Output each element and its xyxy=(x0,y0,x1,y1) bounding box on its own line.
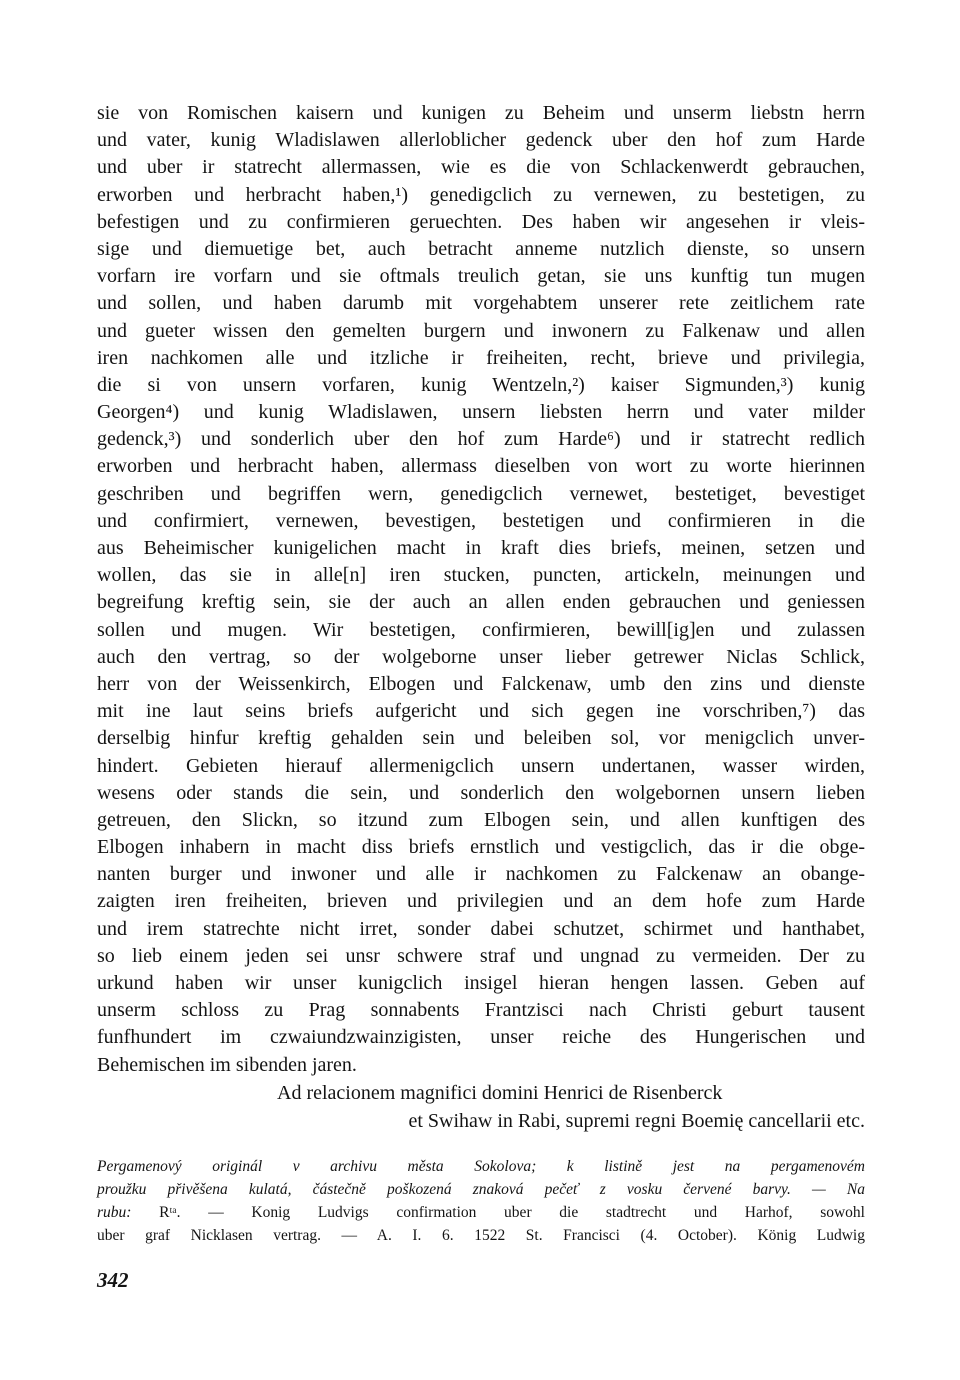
editorial-note-line-3-text: Rᵗᵃ. — Konig Ludvigs confirmation uber die stadtrecht und Harhof, sowohl xyxy=(131,1203,865,1221)
charter-line: Georgen⁴) und kunig Wladislawen, unsern liebsten herrn und vater milder xyxy=(97,401,865,424)
charter-line: und irem statrechte nicht irret, sonder dabei schutzet, schirmet und hanthabet, xyxy=(97,917,865,940)
chancery-note-line-2: et Swihaw in Rabi, supremi regni Boemię cancellarii etc. xyxy=(408,1109,865,1132)
charter-line: geschriben und begriffen wern, genedigclich vernewet, bestetiget, bevestiget xyxy=(97,482,865,505)
charter-line: und vater, kunig Wladislawen allerloblicher gedenck uber den hof zum Harde xyxy=(97,129,865,152)
charter-line: befestigen und zu confirmieren geruechten. Des haben wir angesehen ir vleis- xyxy=(97,210,865,233)
charter-line: erworben und herbracht haben, allermass dieselben von wort zu worte hierinnen xyxy=(97,455,865,478)
editorial-note-line-1: Pergamenový originál v archivu města Sokolova; k listině jest na pergamenovém xyxy=(97,1157,865,1175)
charter-line: erworben und herbracht haben,¹) genedigclich zu vernewen, zu bestetigen, zu xyxy=(97,183,865,206)
charter-line: urkund haben wir unser kunigclich insigel hieran hengen lassen. Geben auf xyxy=(97,972,865,994)
charter-line: sige und diemuetige bet, auch betracht anneme nutzlich dienste, so unsern xyxy=(97,237,865,260)
charter-line: zaigten iren freiheiten, brieven und privilegien und an dem hofe zum Harde xyxy=(97,890,865,913)
editorial-note-line-4: uber graf Nicklasen vertrag. — A. I. 6. 1522 St. Francisci (4. October). König Ludwig xyxy=(97,1226,865,1244)
editorial-note-line-2: proužku přivěšena kulatá, částečně poškozená znaková pečeť z vosku červené barvy. — Na xyxy=(97,1180,865,1198)
charter-line: sie von Romischen kaisern und kunigen zu Beheim und unserm liebstn herrn xyxy=(97,102,865,124)
charter-line: sollen und mugen. Wir bestetigen, confirmieren, bewill[ig]en und zulassen xyxy=(97,618,865,641)
charter-line: derselbig hinfur kreftig gehalden sein und beleiben sol, vor menigclich unver- xyxy=(97,727,865,750)
charter-line: unserm schloss zu Prag sonnabents Frantzisci nach Christi geburt tausent xyxy=(97,999,865,1022)
charter-line: Elbogen inhabern in macht diss briefs ernstlich und vestigclich, das ir die obge- xyxy=(97,836,865,859)
charter-line: und sollen, und haben darumb mit vorgehabtem unserer rete zeitlichem rate xyxy=(97,292,865,315)
charter-line: herr von der Weissenkirch, Elbogen und Falckenaw, umb den zins und dienste xyxy=(97,672,865,695)
editorial-note xyxy=(97,1155,865,1247)
chancery-note xyxy=(97,1079,865,1135)
charter-line: wesens oder stands die sein, und sonderlich den wolgebornen unsern lieben xyxy=(97,781,865,804)
charter-line: so lieb einem jeden sei unsr schwere straf und ungnad zu vermeiden. Der zu xyxy=(97,944,865,967)
charter-line: und confirmiert, vernewen, bevestigen, bestetigen und confirmieren in die xyxy=(97,509,865,532)
charter-line: und uber ir statrecht allermassen, wie es die von Schlackenwerdt gebrauchen, xyxy=(97,156,865,179)
charter-line: und gueter wissen den gemelten burgern und inwonern zu Falkenaw und allen xyxy=(97,319,865,342)
editorial-note-line-3 xyxy=(97,1201,865,1224)
charter-line: die si von unsern vorfaren, kunig Wentzeln,²) kaiser Sigmunden,³) kunig xyxy=(97,373,865,396)
charter-line: getreuen, den Slickn, so itzund zum Elbogen sein, und allen kunftigen des xyxy=(97,808,865,831)
chancery-note-line-1: Ad relacionem magnifici domini Henrici de Risenberck xyxy=(277,1081,723,1104)
charter-line: iren nachkomen alle und itzliche ir freiheiten, recht, brieve und privilegia, xyxy=(97,346,865,369)
charter-line: wollen, das sie in alle[n] iren stucken, puncten, artickeln, meinungen und xyxy=(97,564,865,587)
charter-line: nanten burger und inwoner und alle ir nachkomen zu Falckenaw an obange- xyxy=(97,863,865,886)
charter-line: Behemischen im sibenden jaren. xyxy=(97,1053,357,1076)
charter-line: vorfarn ire vorfarn und sie oftmals treulich getan, sie uns kunftig tun mugen xyxy=(97,265,865,288)
page-content xyxy=(97,100,865,1247)
charter-line: auch den vertrag, so der wolgeborne unser lieber getrewer Niclas Schlick, xyxy=(97,645,865,668)
editorial-note-rubu-label: rubu: xyxy=(97,1203,132,1221)
page-number: 342 xyxy=(97,1268,129,1292)
charter-line: aus Beheimischer kunigelichen macht in kraft dies briefs, meinen, setzen und xyxy=(97,537,865,559)
charter-line: funfhundert im czwaiundzwainzigisten, unser reiche des Hungerischen und xyxy=(97,1026,865,1049)
charter-line: gedenck,³) und sonderlich uber den hof zum Harde⁶) und ir statrecht redlich xyxy=(97,428,865,451)
charter-text xyxy=(97,100,865,1079)
charter-line: begreifung kreftig sein, sie der auch an allen enden gebrauchen und geniessen xyxy=(97,591,865,614)
charter-line: mit ine laut seins briefs aufgericht und sich gegen ine vorschriben,⁷) das xyxy=(97,700,865,723)
charter-line: hindert. Gebieten hierauf allermenigclich unsern undertanen, wasser wirden, xyxy=(97,754,865,777)
